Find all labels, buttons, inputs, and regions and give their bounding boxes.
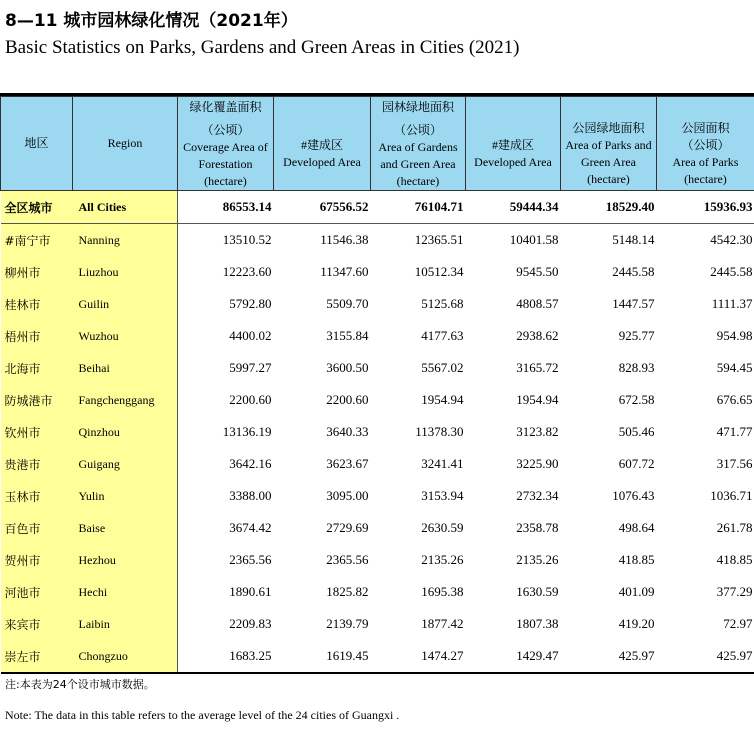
row-en: Yulin	[73, 480, 178, 512]
cell-value: 672.58	[618, 392, 655, 407]
header-parks-en: Area of Parks (hectare)	[672, 154, 739, 186]
cell-value: 3155.84	[326, 328, 369, 343]
header-coverage-unit: （公顷）	[201, 123, 250, 137]
cell-value: 3123.82	[516, 424, 559, 439]
cell-value: 76104.71	[371, 191, 466, 224]
row-cn: 桂林市	[1, 288, 73, 320]
cell-value: 11347.60	[320, 264, 369, 279]
cell-value: 3225.90	[516, 456, 559, 471]
header-green-developed-cn: #建成区	[491, 137, 534, 152]
table-row	[1, 288, 754, 320]
row-en: Baise	[73, 512, 178, 544]
cell-value: 3241.41	[421, 456, 464, 471]
note-english: Note: The data in this table refers to the average level of the 24 cities of Guangxi .	[5, 708, 400, 722]
cell-value: 419.20	[618, 616, 655, 631]
table-row	[1, 576, 754, 608]
cell-value: 2200.60	[326, 392, 369, 407]
row-cn: 钦州市	[1, 416, 73, 448]
row-en: Chongzuo	[73, 640, 178, 673]
cell-value: 2135.26	[516, 552, 559, 567]
row-en: Qinzhou	[73, 416, 178, 448]
statistics-table	[0, 96, 754, 674]
cell-value: 2365.56	[229, 552, 272, 567]
header-park-green-area	[561, 117, 657, 191]
header-coverage-area: 绿化覆盖面积	[178, 97, 274, 118]
cell-value: 2732.34	[516, 488, 559, 503]
cell-value: 1429.47	[466, 640, 561, 673]
cell-value: 1111.37	[711, 296, 753, 311]
cell-value: 2729.69	[326, 520, 369, 535]
row-en: Liuzhou	[73, 256, 178, 288]
cell-value: 2630.59	[421, 520, 464, 535]
header-green-blank	[466, 97, 561, 118]
cell-value: 418.85	[618, 552, 655, 567]
cell-value: 11378.30	[415, 424, 464, 439]
header-coverage-en: Coverage Area of Forestation (hectare)	[183, 140, 268, 188]
header-park-green-en: Area of Parks and Green Area (hectare)	[565, 137, 652, 186]
cell-value: 1825.82	[326, 584, 369, 599]
table-row	[1, 512, 754, 544]
cell-value: 1807.38	[516, 616, 559, 631]
table-row	[1, 224, 754, 257]
row-en: Hezhou	[73, 544, 178, 576]
cell-value: 4177.63	[421, 328, 464, 343]
cell-value: 1890.61	[229, 584, 272, 599]
table-row	[1, 416, 754, 448]
cell-value: 4808.57	[516, 296, 559, 311]
cell-value: 3623.67	[326, 456, 369, 471]
cell-value: 1683.25	[178, 640, 274, 673]
row-cn: 河池市	[1, 576, 73, 608]
header-green-developed	[466, 117, 561, 191]
cell-value: 10401.58	[509, 232, 559, 247]
cell-value: 1076.43	[612, 488, 655, 503]
cell-value: 5125.68	[421, 296, 464, 311]
cell-value: 12365.51	[414, 232, 464, 247]
header-parks-spacer	[657, 97, 754, 118]
cell-value: 10512.34	[414, 264, 464, 279]
cell-value: 5567.02	[421, 360, 464, 375]
cell-value: 11546.38	[320, 232, 369, 247]
cell-value: 2209.83	[229, 616, 272, 631]
cell-value: 2139.79	[326, 616, 369, 631]
cell-value: 1474.27	[371, 640, 466, 673]
cell-value: 2200.60	[229, 392, 272, 407]
cell-value: 471.77	[716, 424, 753, 439]
cell-value: 1619.45	[274, 640, 371, 673]
table-row	[1, 640, 754, 673]
cell-value: 9545.50	[516, 264, 559, 279]
table-row-total	[1, 191, 754, 224]
row-cn: 北海市	[1, 352, 73, 384]
row-cn: 梧州市	[1, 320, 73, 352]
cell-value: 5509.70	[326, 296, 369, 311]
header-coverage-developed-en: Developed Area	[283, 154, 361, 169]
row-cn: 贺州市	[1, 544, 73, 576]
cell-value: 5792.80	[229, 296, 272, 311]
cell-value: 1630.59	[516, 584, 559, 599]
cell-value: 401.09	[618, 584, 655, 599]
title-english: Basic Statistics on Parks, Gardens and Green Areas in Cities (2021)	[5, 37, 520, 58]
cell-value: 13510.52	[222, 232, 272, 247]
cell-value: 3153.94	[421, 488, 464, 503]
row-cn: 贵港市	[1, 448, 73, 480]
table-row	[1, 320, 754, 352]
cell-value: 377.29	[716, 584, 753, 599]
header-green-unit: （公顷）	[393, 123, 442, 137]
cell-value: 261.78	[716, 520, 753, 535]
cell-value: 505.46	[618, 424, 655, 439]
row-en: Laibin	[73, 608, 178, 640]
cell-value: 72.97	[723, 616, 753, 631]
header-green-area: 园林绿地面积	[371, 97, 466, 118]
cell-value: 2445.58	[710, 264, 753, 279]
table-row	[1, 544, 754, 576]
header-region-en: Region	[73, 97, 178, 191]
row-en: Guilin	[73, 288, 178, 320]
header-region-cn: 地区	[1, 97, 73, 191]
header-parks-unit: （公顷）	[681, 137, 730, 152]
cell-value: 1036.71	[710, 488, 753, 503]
cell-value: 3388.00	[229, 488, 272, 503]
header-coverage-developed-cn: #建成区	[300, 137, 343, 152]
cell-value: 67556.52	[274, 191, 371, 224]
cell-value: 925.77	[618, 328, 655, 343]
cell-value: 2365.56	[326, 552, 369, 567]
header-green-en: Area of Gardens and Green Area (hectare)	[378, 140, 458, 188]
cell-value: 2358.78	[516, 520, 559, 535]
cell-value: 3600.50	[326, 360, 369, 375]
cell-value: 425.97	[657, 640, 754, 673]
cell-value: 4400.02	[229, 328, 272, 343]
row-cn: 防城港市	[1, 384, 73, 416]
cell-value: 15936.93	[657, 191, 754, 224]
table-row	[1, 608, 754, 640]
cell-value: 2135.26	[421, 552, 464, 567]
row-cn: 全区城市	[1, 191, 73, 224]
cell-value: 3642.16	[229, 456, 272, 471]
cell-value: 1877.42	[421, 616, 464, 631]
header-coverage-total	[178, 117, 274, 191]
cell-value: 317.56	[716, 456, 753, 471]
cell-value: 1447.57	[612, 296, 655, 311]
row-cn: 玉林市	[1, 480, 73, 512]
cell-value: 5997.27	[229, 360, 272, 375]
cell-value: 3165.72	[516, 360, 559, 375]
cell-value: 425.97	[561, 640, 657, 673]
cell-value: 4542.30	[710, 232, 753, 247]
table-row	[1, 448, 754, 480]
cell-value: 3674.42	[229, 520, 272, 535]
cell-value: 498.64	[618, 520, 655, 535]
cell-value: 594.45	[716, 360, 753, 375]
row-en: All Cities	[73, 191, 178, 224]
row-en: Guigang	[73, 448, 178, 480]
row-en: Hechi	[73, 576, 178, 608]
header-park-green-spacer	[561, 97, 657, 118]
cell-value: 3640.33	[326, 424, 369, 439]
table-row	[1, 256, 754, 288]
row-en: Fangchenggang	[73, 384, 178, 416]
cell-value: 828.93	[618, 360, 655, 375]
table-row	[1, 480, 754, 512]
table-body	[1, 191, 754, 674]
cell-value: 3095.00	[326, 488, 369, 503]
header-green-total	[371, 117, 466, 191]
cell-value: 2938.62	[516, 328, 559, 343]
row-en: Wuzhou	[73, 320, 178, 352]
cell-value: 1954.94	[516, 392, 559, 407]
cell-value: 13136.19	[222, 424, 272, 439]
row-cn: 崇左市	[1, 640, 73, 673]
header-parks-area	[657, 117, 754, 191]
table-row	[1, 352, 754, 384]
title-chinese: 8—11 城市园林绿化情况（2021年）	[5, 11, 298, 31]
header-coverage-blank	[274, 97, 371, 118]
header-coverage-developed	[274, 117, 371, 191]
row-cn: #南宁市	[1, 224, 73, 257]
cell-value: 418.85	[716, 552, 753, 567]
header-green-developed-en: Developed Area	[474, 154, 552, 169]
cell-value: 86553.14	[178, 191, 274, 224]
row-en: Beihai	[73, 352, 178, 384]
cell-value: 1695.38	[421, 584, 464, 599]
cell-value: 2445.58	[612, 264, 655, 279]
cell-value: 5148.14	[612, 232, 655, 247]
cell-value: 676.65	[716, 392, 753, 407]
row-cn: 百色市	[1, 512, 73, 544]
row-cn: 来宾市	[1, 608, 73, 640]
header-parks-cn: 公园面积	[681, 120, 730, 135]
table-row	[1, 384, 754, 416]
note-chinese: 注:本表为24个设市城市数据。	[5, 678, 155, 691]
row-cn: 柳州市	[1, 256, 73, 288]
cell-value: 1954.94	[421, 392, 464, 407]
header-park-green-cn: 公园绿地面积	[572, 120, 645, 135]
cell-value: 954.98	[716, 328, 753, 343]
cell-value: 607.72	[618, 456, 655, 471]
cell-value: 12223.60	[222, 264, 272, 279]
cell-value: 59444.34	[466, 191, 561, 224]
cell-value: 18529.40	[561, 191, 657, 224]
row-en: Nanning	[73, 224, 178, 257]
